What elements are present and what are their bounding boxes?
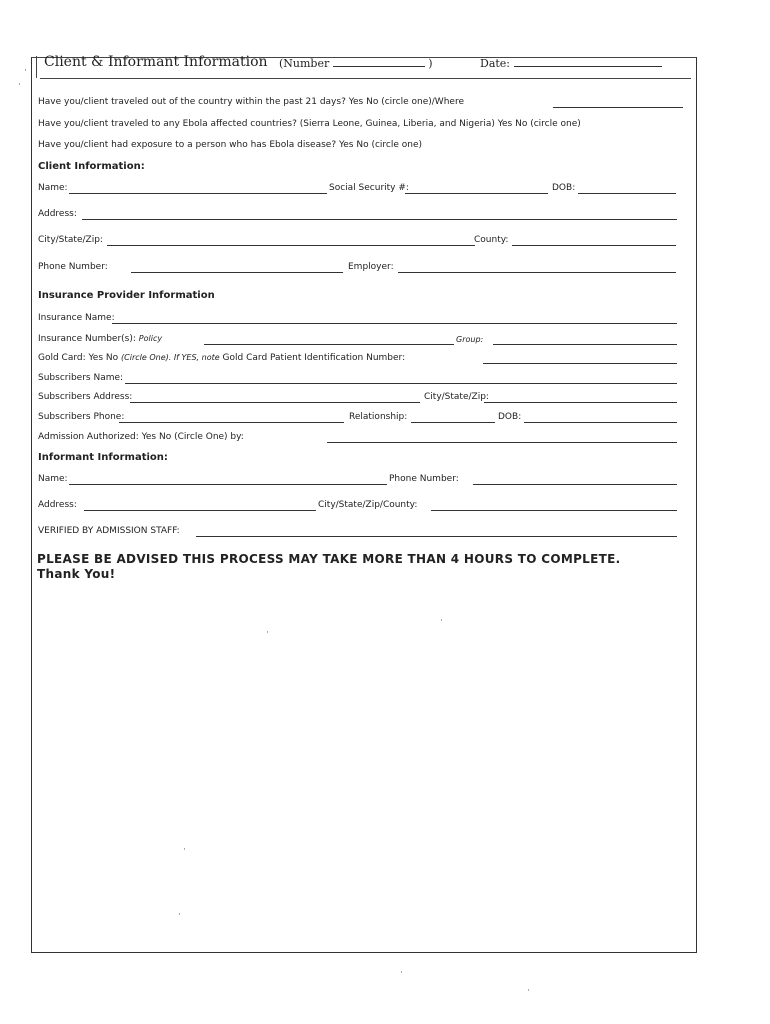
travel-question-3: Have you/client had exposure to a person who has Ebola disease? Yes No (circle one) bbox=[38, 140, 423, 150]
number-label: (Number ) bbox=[279, 57, 433, 70]
subscriber-city-label: City/State/Zip: bbox=[424, 392, 489, 402]
client-name-field[interactable] bbox=[69, 193, 327, 194]
travel-question-2: Have you/client traveled to any Ebola affected countries? (Sierra Leone, Guinea, Liberia, and Nigeria) Yes No (circle one) bbox=[38, 119, 581, 129]
insurance-name-label: Insurance Name: bbox=[38, 313, 115, 323]
notice-line-2: Thank You! bbox=[37, 567, 116, 581]
informant-city-label: City/State/Zip/County: bbox=[318, 500, 418, 510]
scan-speck: · bbox=[440, 616, 443, 626]
subscriber-phone-field[interactable] bbox=[119, 422, 344, 423]
subscriber-dob-field[interactable] bbox=[524, 422, 677, 423]
informant-city-field[interactable] bbox=[431, 510, 677, 511]
group-label: Group: bbox=[456, 335, 484, 344]
ssn-field[interactable] bbox=[405, 193, 548, 194]
relationship-field[interactable] bbox=[411, 422, 495, 423]
group-field[interactable] bbox=[493, 344, 677, 345]
gold-card-line: Gold Card: Yes No (Circle One). If YES, note Gold Card Patient Identification Number: bbox=[38, 353, 406, 363]
admission-authorized-label: Admission Authorized: Yes No (Circle One) by: bbox=[38, 432, 244, 442]
client-dob-label: DOB: bbox=[552, 183, 576, 193]
subscriber-address-label: Subscribers Address: bbox=[38, 392, 133, 402]
employer-label: Employer: bbox=[348, 262, 394, 272]
client-name-label: Name: bbox=[38, 183, 68, 193]
client-info-heading: Client Information: bbox=[38, 161, 145, 172]
subscriber-city-field[interactable] bbox=[484, 402, 677, 403]
ssn-label: Social Security #: bbox=[329, 183, 409, 193]
scan-speck: · bbox=[400, 968, 403, 978]
client-dob-field[interactable] bbox=[578, 193, 676, 194]
where-field[interactable] bbox=[553, 107, 683, 108]
scan-speck: · bbox=[18, 80, 21, 90]
relationship-label: Relationship: bbox=[349, 412, 408, 422]
date-label: Date: bbox=[480, 57, 662, 70]
verified-field[interactable] bbox=[196, 536, 677, 537]
client-address-field[interactable] bbox=[82, 219, 677, 220]
county-label: County: bbox=[474, 235, 509, 245]
policy-label: Policy bbox=[138, 334, 163, 343]
informant-name-label: Name: bbox=[38, 474, 68, 484]
insurance-numbers-label: Insurance Number(s): Policy bbox=[38, 334, 163, 344]
insurance-heading: Insurance Provider Information bbox=[38, 290, 215, 301]
header-left-rule bbox=[36, 56, 37, 78]
insurance-name-field[interactable] bbox=[112, 323, 677, 324]
admission-authorized-field[interactable] bbox=[327, 442, 677, 443]
number-field[interactable] bbox=[333, 66, 425, 67]
date-field[interactable] bbox=[514, 66, 662, 67]
form-title: Client & Informant Information bbox=[44, 54, 268, 70]
scan-speck: · bbox=[183, 845, 186, 855]
informant-phone-field[interactable] bbox=[473, 484, 677, 485]
subscriber-name-field[interactable] bbox=[125, 383, 677, 384]
travel-question-1: Have you/client traveled out of the country within the past 21 days? Yes No (circle one)/Where bbox=[38, 97, 464, 107]
notice-line-1: PLEASE BE ADVISED THIS PROCESS MAY TAKE MORE THAN 4 HOURS TO COMPLETE. bbox=[37, 552, 621, 566]
client-city-label: City/State/Zip: bbox=[38, 235, 103, 245]
subscriber-address-field[interactable] bbox=[130, 402, 420, 403]
informant-name-field[interactable] bbox=[69, 484, 387, 485]
informant-address-label: Address: bbox=[38, 500, 77, 510]
informant-phone-label: Phone Number: bbox=[389, 474, 459, 484]
client-city-field[interactable] bbox=[107, 245, 475, 246]
gold-card-id-field[interactable] bbox=[483, 363, 677, 364]
subscriber-name-label: Subscribers Name: bbox=[38, 373, 124, 383]
scan-speck: · bbox=[266, 628, 269, 638]
header-divider bbox=[40, 78, 691, 79]
scan-speck: · bbox=[178, 910, 181, 920]
county-field[interactable] bbox=[512, 245, 676, 246]
client-phone-label: Phone Number: bbox=[38, 262, 108, 272]
policy-field[interactable] bbox=[204, 344, 454, 345]
scan-speck: · bbox=[527, 986, 530, 996]
scan-speck: · bbox=[24, 66, 27, 76]
informant-heading: Informant Information: bbox=[38, 452, 168, 463]
subscriber-phone-label: Subscribers Phone: bbox=[38, 412, 125, 422]
informant-address-field[interactable] bbox=[84, 510, 316, 511]
verified-label: VERIFIED BY ADMISSION STAFF: bbox=[38, 526, 180, 536]
client-address-label: Address: bbox=[38, 209, 77, 219]
subscriber-dob-label: DOB: bbox=[498, 412, 522, 422]
client-phone-field[interactable] bbox=[131, 272, 343, 273]
processing-notice bbox=[37, 552, 620, 582]
employer-field[interactable] bbox=[398, 272, 676, 273]
